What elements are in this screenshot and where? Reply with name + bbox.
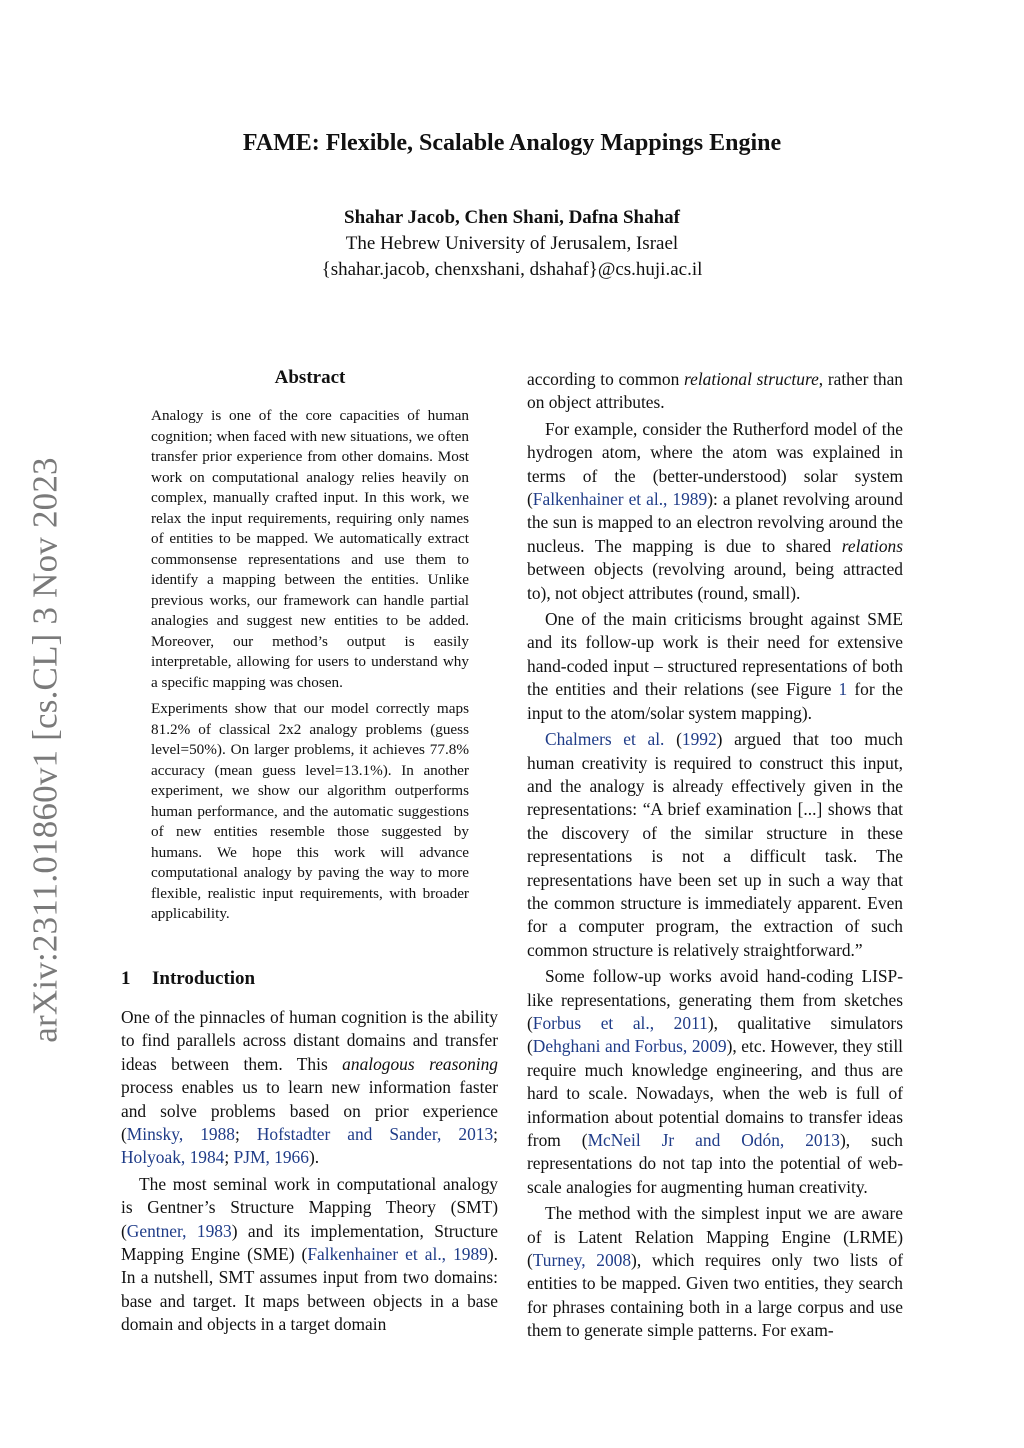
right-column-body	[527, 368, 903, 1343]
figure-link[interactable]: 1	[838, 679, 848, 700]
intro-paragraph-2	[121, 1173, 498, 1337]
text-run: ): a planet revolving around the sun is mapped to an electron revolving around the nucleus. The mapping is due to shared	[527, 489, 903, 556]
text-run: , rather than on object attributes.	[527, 369, 903, 413]
citation-link[interactable]: Hofstadter and Sander, 2013	[256, 1124, 494, 1145]
citation-link[interactable]: 1992	[681, 729, 717, 750]
text-run: ), etc. However, they still require much knowledge engineering, and thus are hard to scale. Nowadays, when the web is full of information about potential domains to transfer ideas from (	[527, 1036, 903, 1150]
text-run: (	[664, 729, 682, 750]
author-block	[0, 205, 1024, 283]
citation-link[interactable]: Falkenhainer et al., 1989	[307, 1244, 488, 1265]
citation-link[interactable]: Chalmers et al.	[545, 729, 665, 750]
text-run: ), such representations do not tap into the potential of web-scale analogies for augmenting human creativity.	[527, 1130, 903, 1197]
abstract-heading: Abstract	[274, 367, 346, 388]
text-run: ) argued that too much human creativity is required to construct this input, and the analogy is already effectively given in the representations: “A brief examination [...] shows that the discovery of the similar structure in these representations is not a difficult task. The representations have been set up in such a way that the common structure is immediately apparent. Even for a computer program, the extraction of such common structure is relatively straightforward.”	[527, 729, 904, 960]
text-run: ), which requires only two lists of entities to be mapped. Given two entities, they search for phrases containing both in a large corpus and use them to generate simple patterns. For exam-	[527, 1250, 903, 1341]
text-run: ;	[224, 1147, 234, 1168]
text-run: for the input to the atom/solar system mapping).	[527, 679, 903, 723]
section-title: Introduction	[152, 968, 256, 989]
emphasis: relations	[841, 535, 903, 556]
emphasis: analogous reasoning	[342, 1053, 498, 1074]
text-run: according to common	[527, 369, 684, 389]
arxiv-identifier: arXiv:2311.01860v1 [cs.CL] 3 Nov 2023	[26, 457, 66, 1043]
abstract-paragraph-2: Experiments show that our model correctly maps 81.2% of classical 2x2 analogy problems (guess level=50%). On larger problems, it achieves 77.8% accuracy (mean guess level=13.1%). In another experiment, we show our algorithm outperforms human performance, and the automatic suggestions of new entities resemble those suggested by humans. We hope this work will advance computational analogy by paving the way to more flexible, realistic input requirements, with broader applicability.	[151, 700, 469, 922]
author-names: Shahar Jacob, Chen Shani, Dafna Shahaf	[344, 207, 680, 228]
text-run: ;	[234, 1124, 257, 1145]
citation-link[interactable]: Gentner, 1983	[126, 1220, 232, 1241]
text-run: One of the pinnacles of human cognition is the ability to find parallels across distant domains and transfer ideas between them. This	[121, 1007, 498, 1074]
text-run: between objects (revolving around, being attracted to), not object attributes (round, small).	[527, 559, 903, 603]
abstract-body	[151, 406, 469, 925]
section-heading-introduction	[121, 968, 255, 990]
citation-link[interactable]: Forbus et al., 2011	[532, 1012, 708, 1033]
citation-link[interactable]: Dehghani and Forbus, 2009	[532, 1036, 727, 1057]
text-run: For example, consider the Rutherford model of the hydrogen atom, where the atom was explained in terms of the (better-understood) solar system (	[527, 418, 903, 510]
citation-link[interactable]: McNeil Jr and Odón, 2013	[587, 1130, 840, 1150]
right-paragraph-5	[527, 965, 903, 1199]
paper-title: FAME: Flexible, Scalable Analogy Mappings Engine	[242, 130, 782, 156]
intro-paragraph-1	[121, 1006, 498, 1170]
right-paragraph-6	[527, 1202, 903, 1342]
text-run: ;	[493, 1124, 498, 1145]
text-run: ) and its implementation, Structure Mapping Engine (SME) (	[121, 1220, 499, 1265]
text-run: The most seminal work in computational analogy is Gentner’s Structure Mapping Theory (SMT) (	[121, 1173, 498, 1241]
section-number: 1	[121, 968, 131, 989]
text-run: ), qualitative simulators (	[527, 1012, 903, 1057]
citation-link[interactable]: Turney, 2008	[532, 1250, 632, 1271]
citation-link[interactable]: Holyoak, 1984	[121, 1147, 225, 1168]
author-emails: {shahar.jacob, chenxshani, dshahaf}@cs.huji.ac.il	[321, 259, 703, 280]
text-run: process enables us to learn new information faster and solve problems based on prior experience (	[121, 1077, 498, 1145]
right-paragraph-3	[527, 608, 903, 725]
left-column-body	[121, 1006, 498, 1337]
author-affiliation: The Hebrew University of Jerusalem, Israel	[345, 233, 679, 254]
text-run: One of the main criticisms brought against SME and its follow-up work is their need for extensive hand-coded input – structured representations of both the entities and their relations (see Figure	[527, 609, 903, 700]
text-run: ). In a nutshell, SMT assumes input from two domains: base and target. It maps between objects in a base domain and objects in a target domain	[121, 1244, 498, 1335]
arxiv-sidebar-stamp	[16, 455, 76, 1045]
text-run: The method with the simplest input we are aware of is Latent Relation Mapping Engine (LRME) (	[527, 1203, 903, 1271]
text-run: ).	[308, 1147, 320, 1168]
citation-link[interactable]: Minsky, 1988	[126, 1124, 235, 1145]
citation-link[interactable]: Falkenhainer et al., 1989	[532, 489, 708, 510]
text-run: Some follow-up works avoid hand-coding LISP-like representations, generating them from sketches (	[527, 966, 903, 1033]
emphasis: relational structure	[684, 369, 819, 389]
citation-link[interactable]: PJM, 1966	[233, 1147, 309, 1168]
abstract-paragraph-1: Analogy is one of the core capacities of human cognition; when faced with new situations, we often transfer prior experience from other domains. Most work on computational analogy relies heavily on complex, manually crafted input. In this work, we relax the input requirements, requiring only names of entities to be mapped. We automatically extract commonsense representations and use them to identify a mapping between the entities. Unlike previous works, our framework can handle partial analogies and suggest new entities to be added. Moreover, our method’s output is easily interpretable, allowing for users to understand why a specific mapping was chosen.	[151, 407, 469, 691]
right-paragraph-4	[527, 728, 903, 962]
right-paragraph-2	[527, 418, 903, 605]
right-paragraph-1	[527, 368, 903, 415]
